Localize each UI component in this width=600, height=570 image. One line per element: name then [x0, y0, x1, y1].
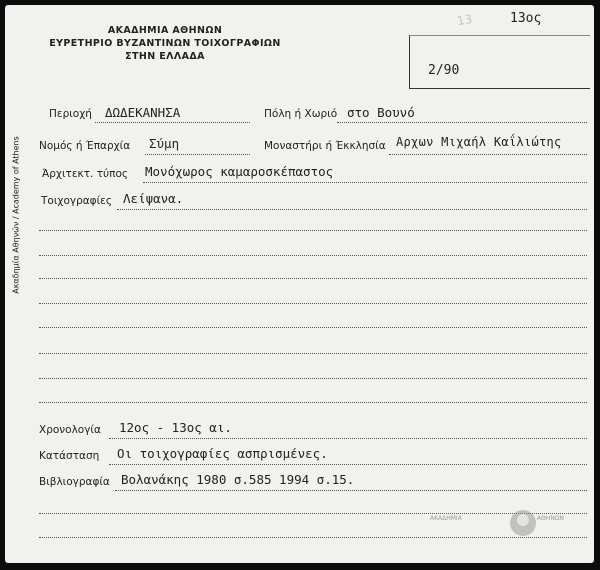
monastery-value: Αρχων Μιχαήλ Καΐλιώτης: [396, 135, 562, 149]
blank-line-4: [39, 303, 587, 304]
dating-value: 12ος - 13ος αι.: [119, 420, 232, 435]
card-number-box: [409, 35, 590, 89]
monastery-dotted-line: [389, 154, 587, 155]
frescoes-dotted-line: [117, 209, 587, 210]
bibliography-dotted-line: [115, 490, 587, 491]
frescoes-label: Τοιχογραφίες: [41, 195, 112, 207]
bibliography-value: Βολανάκης 1980 σ.585 1994 σ.15.: [121, 472, 355, 487]
blank-line-5: [39, 327, 587, 328]
blank-line-3: [39, 278, 587, 279]
arch-type-label: Άρχιτεκτ. τύπος: [42, 168, 129, 180]
region-dotted-line: [95, 122, 250, 123]
frescoes-value: Λείψανα.: [123, 191, 184, 206]
header-line-3: ΣΤΗΝ ΕΛΛΑΔΑ: [125, 51, 205, 62]
academy-emblem-watermark: [485, 503, 555, 543]
region-label: Περιοχή: [49, 108, 92, 120]
condition-label: Κατάσταση: [39, 450, 100, 462]
emblem-text-left: ΑΚΑΔΗΜΙΑ: [430, 515, 462, 522]
card-number: 2/90: [428, 63, 460, 78]
blank-line-6: [39, 353, 587, 354]
monastery-label: Μοναστήρι ή Έκκλησία: [264, 140, 386, 152]
condition-dotted-line: [109, 464, 587, 465]
town-label: Πόλη ή Χωριό: [264, 108, 338, 120]
side-credit: [7, 95, 25, 335]
prefecture-dotted-line: [145, 154, 250, 155]
corner-handwritten-note: 13ος: [510, 11, 542, 26]
faint-pencil-mark: 13: [455, 11, 474, 29]
prefecture-label: Νομός ή Έπαρχία: [39, 140, 131, 152]
header-line-2: ΕΥΡΕΤΗΡΙΟ ΒΥΖΑΝΤΙΝΩΝ ΤΟΙΧΟΓΡΑΦΙΩΝ: [49, 38, 281, 49]
side-credit-text: Ακαδημία Αθηνών / Academy of Athens: [11, 136, 21, 294]
town-dotted-line: [337, 122, 587, 123]
arch-type-dotted-line: [143, 182, 587, 183]
blank-line-7: [39, 378, 587, 379]
dating-dotted-line: [109, 438, 587, 439]
header-line-1: ΑΚΑΔΗΜΙΑ ΑΘΗΝΩΝ: [107, 25, 223, 36]
blank-line-8: [39, 402, 587, 403]
arch-type-value: Μονόχωρος καμαροσκέπαστος: [145, 164, 334, 179]
blank-line-2: [39, 255, 587, 256]
prefecture-value: Σύμη: [149, 136, 180, 151]
blank-line-1: [39, 230, 587, 231]
town-value: στο Βουνό: [347, 105, 415, 120]
index-card: [5, 5, 594, 563]
bibliography-label: Βιβλιογραφία: [39, 476, 110, 488]
emblem-text-right: ΑΘΗΝΩΝ: [537, 515, 564, 522]
dating-label: Χρονολογία: [39, 424, 101, 436]
condition-value: Οι τοιχογραφίες ασπρισμένες.: [117, 446, 328, 461]
card-header: [35, 24, 295, 63]
region-value: ΔΩΔΕΚΑΝΗΣΑ: [105, 105, 181, 120]
